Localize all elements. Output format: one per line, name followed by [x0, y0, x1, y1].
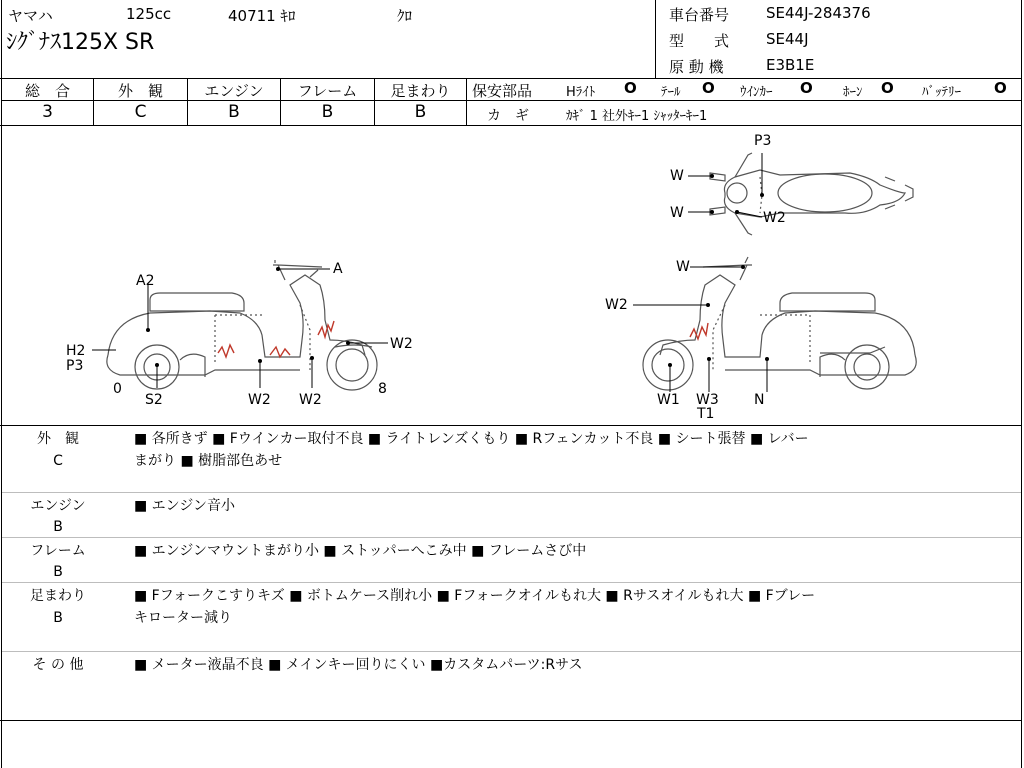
left-label-w2-a: W2 — [248, 392, 271, 408]
right-label-t1: T1 — [697, 406, 715, 422]
left-label-zero: 0 — [113, 381, 122, 397]
remark-exterior-label: 外 観 — [37, 431, 79, 447]
top-label-w-b: W — [670, 205, 684, 221]
frame-no-label: 車台番号 — [669, 6, 730, 24]
top-label-w2: W2 — [763, 210, 786, 226]
remark-frame-label: フレーム — [30, 543, 86, 559]
remark-suspension-label: 足まわり — [30, 588, 86, 604]
battery-mark: O — [994, 79, 1007, 97]
scooter-diagrams — [0, 125, 1024, 425]
remark-suspension-text-1: ■ Fフォークこすりキズ ■ ボトムケース削れ小 ■ Fフォークオイルもれ大 ■ Rサスオイルもれ大 ■ Fブレー — [134, 588, 816, 604]
right-label-w2: W2 — [605, 297, 628, 313]
left-label-w2-b: W2 — [299, 392, 322, 408]
maker: ヤマハ — [8, 7, 53, 25]
type-value: SE44J — [766, 30, 809, 48]
suspension-grade-label: 足まわり — [390, 82, 451, 100]
key-label: カ ギ — [487, 108, 529, 124]
left-label-w2-c: W2 — [390, 336, 413, 352]
frame-no: SE44J-284376 — [766, 4, 871, 22]
right-label-n: N — [754, 392, 765, 408]
exterior-grade: C — [134, 102, 147, 122]
frame-grade-label: フレーム — [297, 82, 358, 100]
headlight-label: Hﾗｲﾄ — [566, 85, 596, 100]
headlight-mark: O — [624, 79, 637, 97]
winker-label: ｳｲﾝｶｰ — [740, 85, 773, 100]
right-label-w3: W3 — [696, 392, 719, 408]
left-label-a: A — [333, 261, 343, 277]
taillight-mark: O — [702, 79, 715, 97]
top-label-p3: P3 — [754, 133, 772, 149]
safety-label: 保安部品 — [472, 82, 533, 100]
key-value: ｶｷﾞ 1 社外ｷｰ1 ｼｬｯﾀｰｷｰ1 — [566, 109, 708, 124]
remark-suspension-grade: B — [53, 610, 63, 626]
engine-grade-label: エンジン — [204, 82, 264, 100]
remark-frame-text-1: ■ エンジンマウントまがり小 ■ ストッパーへこみ中 ■ フレームさび中 — [134, 543, 587, 559]
right-label-w: W — [676, 259, 690, 275]
left-label-h2: H2 — [66, 343, 86, 359]
remark-engine-text-1: ■ エンジン音小 — [134, 498, 235, 514]
overall-label: 総 合 — [24, 82, 70, 100]
left-label-p3: P3 — [66, 358, 84, 374]
damage-marks — [218, 321, 708, 357]
left-label-a2: A2 — [136, 273, 155, 289]
type-label: 型 式 — [669, 32, 730, 50]
top-scooter-diagram — [710, 153, 913, 235]
remark-suspension-text-2: キローター減り — [134, 610, 232, 626]
remark-engine-label: エンジン — [30, 498, 86, 514]
color: ｸﾛ — [397, 7, 413, 25]
mileage: 40711 ｷﾛ — [228, 7, 296, 25]
displacement: 125cc — [126, 5, 172, 23]
winker-mark: O — [800, 79, 813, 97]
exterior-label: 外 観 — [117, 82, 163, 100]
top-label-w-a: W — [670, 168, 684, 184]
battery-label: ﾊﾞｯﾃﾘｰ — [922, 85, 961, 100]
model-name: ｼｸﾞﾅｽ125X SR — [6, 30, 155, 55]
engine-value: E3B1E — [766, 56, 815, 74]
remark-exterior-text-2: まがり ■ 樹脂部色あせ — [134, 453, 283, 469]
remark-exterior-text-1: ■ 各所きず ■ Fウインカー取付不良 ■ ライトレンズくもり ■ Rフェンカット不良 ■ シート張替 ■ レバー — [134, 431, 809, 447]
horn-mark: O — [881, 79, 894, 97]
remark-engine-grade: B — [53, 519, 63, 535]
remark-frame-grade: B — [53, 564, 63, 580]
left-label-s2: S2 — [145, 392, 163, 408]
remark-other-label: そ の 他 — [32, 657, 84, 673]
header-divider — [655, 0, 656, 78]
left-label-eight: 8 — [378, 381, 387, 397]
right-label-w1: W1 — [657, 392, 680, 408]
horn-label: ﾎｰﾝ — [843, 85, 863, 100]
frame-grade: B — [321, 102, 334, 122]
taillight-label: ﾃｰﾙ — [661, 85, 681, 100]
suspension-grade: B — [414, 102, 427, 122]
remark-other-text-1: ■ メーター液晶不良 ■ メインキー回りにくい ■カスタムパーツ:Rサス — [134, 657, 583, 673]
divider — [0, 78, 1022, 79]
right-scooter-diagram — [643, 257, 916, 390]
engine-grade: B — [228, 102, 240, 122]
remark-exterior-grade: C — [53, 453, 63, 469]
overall-grade: 3 — [42, 102, 53, 122]
leader-lines — [92, 153, 767, 392]
engine-label: 原 動 機 — [669, 58, 724, 76]
